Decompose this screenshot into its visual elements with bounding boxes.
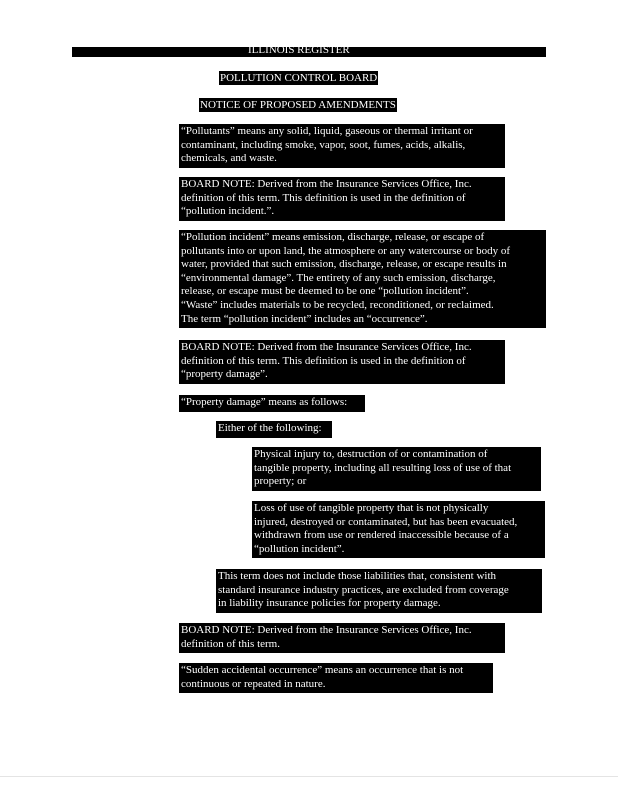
text-line: This term does not include those liabilities that, consistent with bbox=[218, 570, 497, 582]
text-line: “environmental damage”. The entirety of any such emission, discharge, bbox=[181, 271, 496, 284]
text-line: “pollution incident.”. bbox=[181, 205, 275, 218]
board-title: POLLUTION CONTROL BOARD bbox=[220, 72, 378, 84]
exclusion-clause bbox=[216, 569, 542, 613]
text-line: “Sudden accidental occurrence” means an occurrence that is not bbox=[181, 664, 464, 676]
text-line: BOARD NOTE: Derived from the Insurance Services Office, Inc. bbox=[181, 341, 472, 353]
text-line: continuous or repeated in nature. bbox=[181, 677, 326, 690]
text-line: release, or escape must be deemed to be one “pollution incident”. bbox=[181, 285, 469, 298]
text-line: “Pollutants” means any solid, liquid, gaseous or thermal irritant or bbox=[181, 125, 473, 137]
text-line: “Property damage” means as follows: bbox=[181, 396, 348, 408]
board-note-2 bbox=[179, 340, 505, 384]
item-physical-injury bbox=[252, 447, 541, 491]
text-line: in liability insurance policies for property damage. bbox=[218, 597, 441, 610]
text-line: definition of this term. bbox=[181, 637, 280, 650]
item-loss-of-use bbox=[252, 501, 545, 558]
text-line: withdrawn from use or rendered inaccessible because of a bbox=[254, 529, 509, 542]
text-line: standard insurance industry practices, are excluded from coverage bbox=[218, 583, 509, 596]
notice-title: NOTICE OF PROPOSED AMENDMENTS bbox=[200, 99, 396, 111]
text-line: “Waste” includes materials to be recycled, reconditioned, or reclaimed. bbox=[181, 298, 494, 311]
text-line: BOARD NOTE: Derived from the Insurance Services Office, Inc. bbox=[181, 178, 472, 190]
text-line: Loss of use of tangible property that is not physically bbox=[254, 502, 489, 514]
definition-pollutants bbox=[179, 124, 505, 168]
page-bottom-rule bbox=[0, 776, 618, 777]
definition-sudden-accidental-occurrence bbox=[179, 663, 493, 693]
text-line: pollutants into or upon land, the atmosphere or any watercourse or body of bbox=[181, 244, 511, 257]
text-line: definition of this term. This definition is used in the definition of bbox=[181, 354, 466, 367]
register-title: ILLINOIS REGISTER bbox=[248, 44, 350, 56]
board-note-3 bbox=[179, 623, 505, 653]
text-line: definition of this term. This definition is used in the definition of bbox=[181, 191, 466, 204]
text-line: Either of the following: bbox=[218, 422, 322, 434]
text-line: water, provided that such emission, discharge, release, or escape results in bbox=[181, 258, 507, 271]
definition-pollution-incident bbox=[179, 230, 546, 328]
definition-property-damage bbox=[179, 395, 365, 412]
text-line: injured, destroyed or contaminated, but has been evacuated, bbox=[254, 515, 518, 528]
board-note-1 bbox=[179, 177, 505, 221]
text-line: contaminant, including smoke, vapor, soot, fumes, acids, alkalis, bbox=[181, 138, 466, 151]
text-line: “pollution incident”. bbox=[254, 542, 345, 555]
text-line: tangible property, including all resulting loss of use of that bbox=[254, 461, 512, 474]
either-clause bbox=[216, 421, 332, 438]
text-line: The term “pollution incident” includes an “occurrence”. bbox=[181, 312, 428, 325]
text-line: property; or bbox=[254, 475, 307, 488]
text-line: BOARD NOTE: Derived from the Insurance Services Office, Inc. bbox=[181, 624, 472, 636]
text-line: Physical injury to, destruction of or contamination of bbox=[254, 448, 488, 460]
text-line: “Pollution incident” means emission, discharge, release, or escape of bbox=[181, 231, 485, 243]
text-line: “property damage”. bbox=[181, 368, 268, 381]
text-line: chemicals, and waste. bbox=[181, 152, 277, 165]
